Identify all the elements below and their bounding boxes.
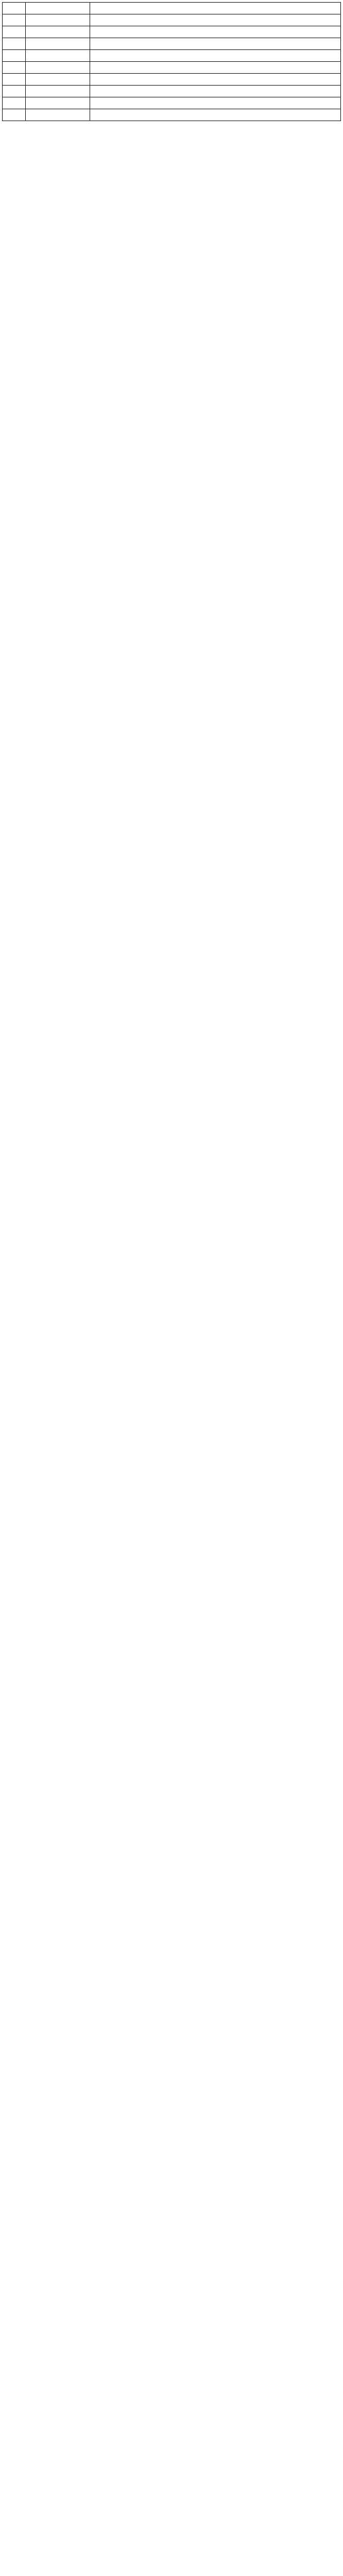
district-cell bbox=[26, 38, 90, 50]
row-number-cell bbox=[3, 26, 26, 38]
location-cell bbox=[90, 97, 341, 109]
table-row bbox=[3, 26, 341, 38]
table-row bbox=[3, 50, 341, 62]
location-cell bbox=[90, 38, 341, 50]
row-number-cell bbox=[3, 62, 26, 74]
location-cell bbox=[90, 109, 341, 121]
row-number-cell bbox=[3, 74, 26, 86]
district-cell bbox=[26, 50, 90, 62]
location-cell bbox=[90, 26, 341, 38]
table-body bbox=[3, 3, 341, 121]
table-row bbox=[3, 14, 341, 26]
table-row bbox=[3, 74, 341, 86]
district-cell bbox=[26, 26, 90, 38]
district-cell bbox=[26, 62, 90, 74]
row-number-cell bbox=[3, 97, 26, 109]
location-cell bbox=[90, 3, 341, 14]
row-number-cell bbox=[3, 14, 26, 26]
district-cell bbox=[26, 97, 90, 109]
district-cell bbox=[26, 3, 90, 14]
district-cell bbox=[26, 86, 90, 97]
location-cell bbox=[90, 62, 341, 74]
district-cell bbox=[26, 74, 90, 86]
table-row bbox=[3, 3, 341, 14]
location-cell bbox=[90, 86, 341, 97]
table-row bbox=[3, 38, 341, 50]
document-table bbox=[2, 2, 341, 121]
table-row bbox=[3, 97, 341, 109]
location-cell bbox=[90, 50, 341, 62]
table-row bbox=[3, 109, 341, 121]
row-number-cell bbox=[3, 38, 26, 50]
district-cell bbox=[26, 109, 90, 121]
row-number-cell bbox=[3, 86, 26, 97]
row-number-cell bbox=[3, 109, 26, 121]
row-number-cell bbox=[3, 3, 26, 14]
district-cell bbox=[26, 14, 90, 26]
row-number-cell bbox=[3, 50, 26, 62]
table-row bbox=[3, 86, 341, 97]
location-cell bbox=[90, 74, 341, 86]
location-cell bbox=[90, 14, 341, 26]
table-row bbox=[3, 62, 341, 74]
